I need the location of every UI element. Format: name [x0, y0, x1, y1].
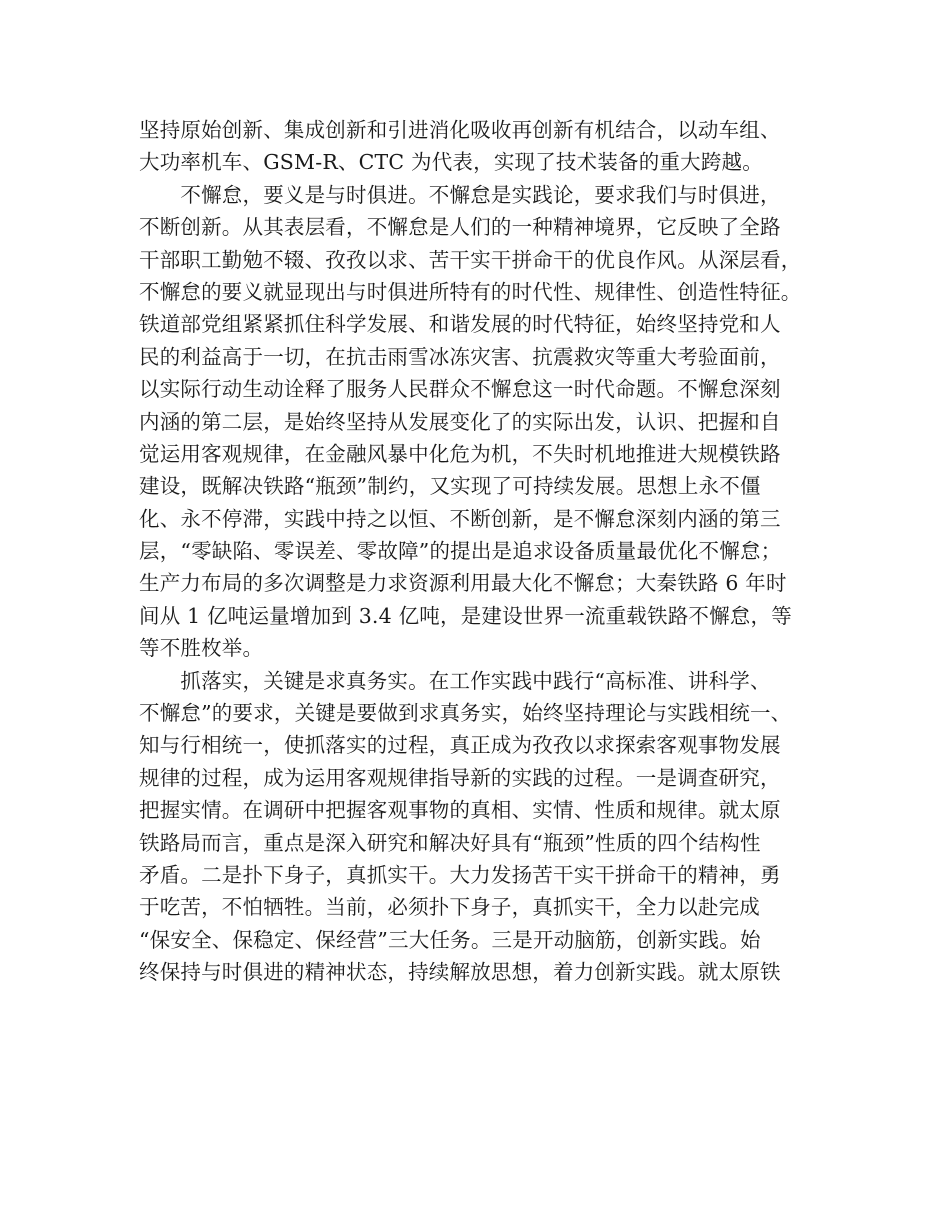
text-line: 民的利益高于一切，在抗击雨雪冰冻灾害、抗震救灾等重大考验面前，	[139, 344, 781, 369]
paragraph-start-line: 不懈怠，要义是与时俱进。不懈怠是实践论，要求我们与时俱进，	[139, 182, 781, 207]
text-line: “保安全、保稳定、保经营”三大任务。三是开动脑筋，创新实践。始	[139, 927, 761, 952]
text-line: 等不胜枚举。	[139, 636, 264, 661]
text-line: 建设，既解决铁路“瓶颈”制约，又实现了可持续发展。思想上永不僵	[139, 474, 761, 499]
text-line: 不懈怠的要义就显现出与时俱进所特有的时代性、规律性、创造性特征。	[139, 279, 802, 304]
text-line: 大功率机车、GSM-R、CTC 为代表，实现了技术装备的重大跨越。	[139, 150, 763, 175]
text-line: 间从 1 亿吨运量增加到 3.4 亿吨，是建设世界一流重载铁路不懈怠，等	[139, 603, 792, 628]
paragraph-start-line: 抓落实，关键是求真务实。在工作实践中践行“高标准、讲科学、	[139, 668, 771, 693]
text-line: 知与行相统一，使抓落实的过程，真正成为孜孜以求探索客观事物发展	[139, 733, 781, 758]
text-line: 层，“零缺陷、零误差、零故障”的提出是追求设备质量最优化不懈怠；	[139, 539, 782, 564]
text-line: 内涵的第二层，是始终坚持从发展变化了的实际出发，认识、把握和自	[139, 409, 781, 434]
text-line: 终保持与时俱进的精神状态，持续解放思想，着力创新实践。就太原铁	[139, 960, 781, 985]
text-line: 铁路局而言，重点是深入研究和解决好具有“瓶颈”性质的四个结构性	[139, 830, 761, 855]
text-line: 铁道部党组紧紧抓住科学发展、和谐发展的时代特征，始终坚持党和人	[139, 312, 781, 337]
text-line: 于吃苦，不怕牺牲。当前，必须扑下身子，真抓实干，全力以赴完成	[139, 895, 760, 920]
text-line: 不断创新。从其表层看，不懈怠是人们的一种精神境界，它反映了全路	[139, 215, 781, 240]
text-line: 坚持原始创新、集成创新和引进消化吸收再创新有机结合，以动车组、	[139, 118, 781, 142]
text-line: 干部职工勤勉不辍、孜孜以求、苦干实干拼命干的优良作风。从深层看，	[139, 247, 802, 272]
text-line: 不懈怠”的要求，关键是要做到求真务实，始终坚持理论与实践相统一、	[139, 701, 792, 726]
text-line: 化、永不停滞，实践中持之以恒、不断创新，是不懈怠深刻内涵的第三	[139, 506, 781, 531]
text-line: 以实际行动生动诠释了服务人民群众不懈怠这一时代命题。不懈怠深刻	[139, 377, 781, 402]
text-line: 矛盾。二是扑下身子，真抓实干。大力发扬苦干实干拼命干的精神，勇	[139, 862, 781, 887]
text-line: 规律的过程，成为运用客观规律指导新的实践的过程。一是调查研究，	[139, 765, 781, 790]
text-line: 觉运用客观规律，在金融风暴中化危为机，不失时机地推进大规模铁路	[139, 441, 781, 466]
text-line: 把握实情。在调研中把握客观事物的真相、实情、性质和规律。就太原	[139, 798, 781, 823]
body-text	[139, 114, 839, 989]
text-line: 生产力布局的多次调整是力求资源利用最大化不懈怠；大秦铁路 6 年时	[139, 571, 787, 596]
